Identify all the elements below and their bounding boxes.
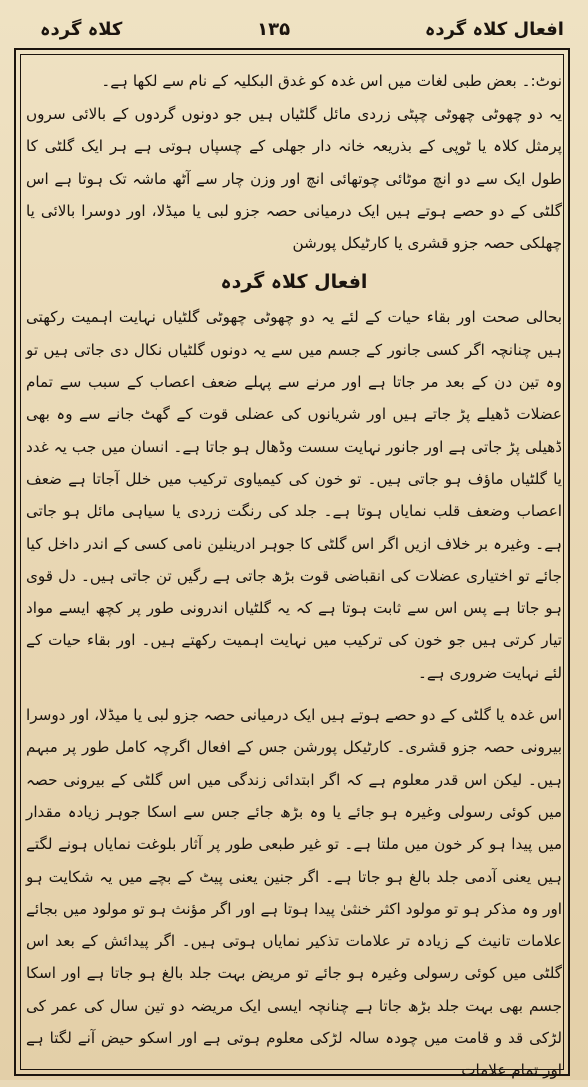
- page-number: ۱۳۵: [257, 18, 291, 40]
- parts-paragraph: اس غدہ یا گلٹی کے دو حصے ہوتے ہیں ایک درمیانی حصہ جزو لبی یا میڈلا، اور دوسرا بیرونی حصہ جزو قشری۔ کارٹیکل پورشن جس کے افعال اگرچہ کامل طور پر مبہم ہیں۔ لیکن اس قدر معلوم ہے کہ اگر ابتدائی زندگی میں اس گلٹی کے بیرونی حصہ میں کوئی رسولی وغیرہ ہو جائے یا وہ بڑھ جائے جس سے اسکا جوہر زیادہ مقدار میں پیدا ہو کر خون میں ملتا ہے۔ تو غیر طبعی طور پر آثار بلوغت نمایاں ہونے لگتے ہیں یعنی آدمی جلد بالغ ہو جاتا ہے۔ اگر جنین یعنی پیٹ کے بچے میں یہ شکایت ہو اور وہ مذکر ہو تو مولود اکثر خنثیٰ پیدا ہوتا ہے اور اگر مؤنث ہو تو مولود میں بجائے علامات تانیث کے زیادہ تر علامات تذکیر نمایاں ہوتی ہیں۔ اگر پیدائش کے بعد اس گلٹی میں کوئی رسولی وغیرہ ہو جائے تو مریض بہت جلد بالغ ہو جاتا ہے اور اسکا جسم بھی بہت جلد بڑھ جاتا ہے چنانچہ ایسی ایک مریضہ دو تین سال کی عمر کی لڑکی قد و قامت میں چودہ سالہ لڑکی معلوم ہوتی ہے اور اسکو حیض آنے لگتا ہے اور تمام علامات: [26, 706, 562, 1080]
- note-paragraph: نوٹ:۔ بعض طبی لغات میں اس غدہ کو غدق البکلیہ کے نام سے لکھا ہے۔: [101, 72, 562, 90]
- header-left-title: کلاہ گردہ: [40, 18, 123, 40]
- description-paragraph: یہ دو چھوٹی چھوٹی چپٹی زردی مائل گلٹیاں ہیں جو دونوں گردوں کے بالائی سروں پرمثل کلاہ یا ٹوپی کے بذریعہ خانہ دار جھلی کے چسپاں ہوتی ہے ہر ایک گلٹی کا طول ایک سے دو انچ موٹائی چوتھائی انچ اور وزن چار سے آٹھ ماشہ تک ہوتا ہے اس گلٹی کے دو حصے ہوتے ہیں ایک درمیانی حصہ جزو لبی یا میڈلا، اور دوسرا بالائی یا چھلکی حصہ جزو قشری یا کارٹیکل پورشن: [26, 105, 562, 253]
- page-header: [40, 14, 564, 44]
- section-heading: افعال کلاہ گردہ: [220, 271, 368, 294]
- page-body: [26, 66, 562, 1080]
- functions-paragraph: بحالی صحت اور بقاء حیات کے لئے یہ دو چھوٹی چھوٹی گلٹیاں نہایت اہمیت رکھتی ہیں چنانچہ اگر کسی جانور کے جسم میں سے یہ دونوں گلٹیاں نکال دی جاتی ہیں تو وہ تین دن کے بعد مر جاتا ہے اور مرنے سے پہلے ضعف اعصاب کے سبب سے تمام عضلات ڈھیلے پڑ جاتے ہیں اور شریانوں کی عضلی قوت کے گھٹ جانے سے وہ بھی ڈھیلی پڑ جاتی ہے اور جانور نہایت سست وڈھال ہو جاتا ہے۔ انسان میں جب یہ غدد یا گلٹیاں ماؤف ہو جاتی ہیں۔ تو خون کی کیمیاوی ترکیب میں خلل آجاتا ہے ضعف اعصاب وضعف قلب نمایاں ہوتا ہے۔ جلد کی رنگت زردی یا سیاہی مائل ہو جاتی ہے۔ وغیرہ بر خلاف ازیں اگر اس گلٹی کا جوہر ادرینلین نامی کسی کے اندر داخل کیا جائے تو اختیاری عضلات کی انقباضی قوت بڑھ جاتی ہے رگیں تن جاتی ہیں۔ دل قوی ہو جاتا ہے پس اس سے ثابت ہوتا ہے کہ یہ گلٹیاں اندرونی طور پر کچھ ایسے مواد تیار کرتی ہیں جو خون کی ترکیب میں نہایت اہمیت رکھتے ہیں۔ اور بقاء حیات کے لئے نہایت ضروری ہے۔: [26, 308, 562, 682]
- header-right-title: افعال کلاہ گردہ: [424, 18, 564, 40]
